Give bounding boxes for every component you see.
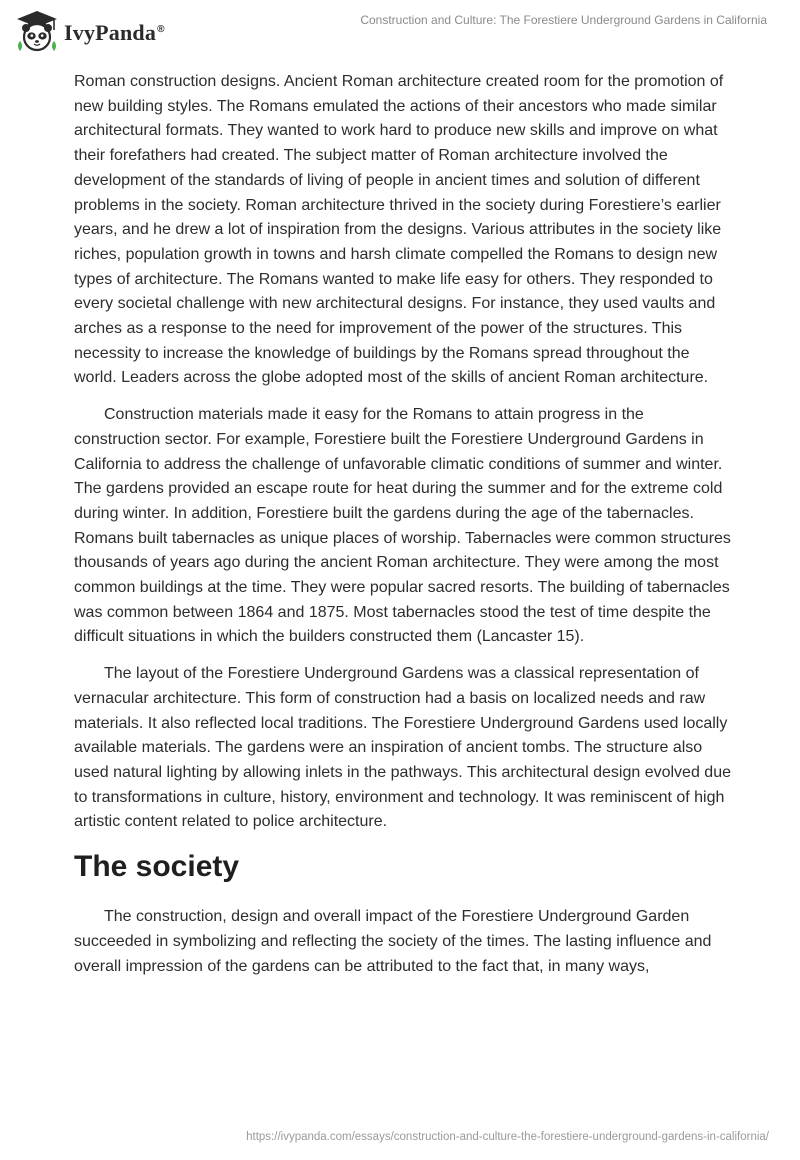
paragraph-construction-materials: Construction materials made it easy for the Romans to attain progress in the construction sector. For example, Forestiere built the Forestiere Underground Gardens in California to address the challenge of unfavorable climatic conditions of summer and winter. The gardens provided an escape route for heat during the summer and for the extreme cold during winter. In addition, Forestiere built the gardens during the age of the tabernacles. Romans built tabernacles as unique places of worship. Tabernacles were common structures thousands of years ago during the ancient Roman architecture. They were among the most common buildings at the time. They were popular sacred resorts. The building of tabernacles was common between 1864 and 1875. Most tabernacles stood the test of time despite the difficult situations in which the builders constructed them (Lancaster 15). — [74, 406, 731, 646]
section-heading-society: The society — [74, 850, 240, 884]
essay-body — [74, 70, 734, 991]
brand-name: IvyPanda® — [64, 20, 165, 45]
paragraph-garden-layout: The layout of the Forestiere Underground Gardens was a classical representation of vernacular architecture. This form of construction had a basis on localized needs and raw materials. It also reflected local traditions. The Forestiere Underground Gardens used locally available materials. The gardens were an inspiration of ancient tombs. The structure also used natural lighting by allowing inlets in the pathways. This architectural design evolved due to transformations in culture, history, environment and technology. It was reminiscent of high artistic content related to police architecture. — [74, 665, 731, 831]
brand-logo[interactable] — [14, 8, 165, 54]
paragraph-roman-construction: Roman construction designs. Ancient Roman architecture created room for the promotion of new building styles. The Romans emulated the actions of their ancestors who made similar architectural formats. They wanted to work hard to produce new skills and improve on what their forefathers had created. The subject matter of Roman architecture involved the development of the standards of living of people in ancient times and solution of different problems in the society. Roman architecture thrived in the society during Forestiere’s earlier years, and he drew a lot of inspiration from the designs. Various attributes in the society like riches, population growth in towns and harsh climate compelled the Romans to design new types of architecture. The Romans wanted to make life easy for others. They responded to every societal challenge with new architectural designs. For instance, they used vaults and arches as a response to the need for improvement of the power of the structures. This necessity to increase the knowledge of buildings by the Romans spread throughout the world. Leaders across the globe adopted most of the skills of ancient Roman architecture. — [74, 73, 724, 387]
page-header — [0, 0, 800, 60]
footer-url[interactable]: https://ivypanda.com/essays/construction-and-culture-the-forestiere-underground-gardens-in-california/ — [246, 1131, 769, 1143]
panda-graduate-logo-icon — [14, 8, 60, 54]
brand-reg-mark: ® — [157, 23, 165, 35]
paragraph-society: The construction, design and overall impact of the Forestiere Underground Garden succeeded in symbolizing and reflecting the society of the times. The lasting influence and overall impression of the gardens can be attributed to the fact that, in many ways, — [74, 908, 712, 975]
essay-title: Construction and Culture: The Forestiere Underground Gardens in California — [360, 13, 767, 27]
